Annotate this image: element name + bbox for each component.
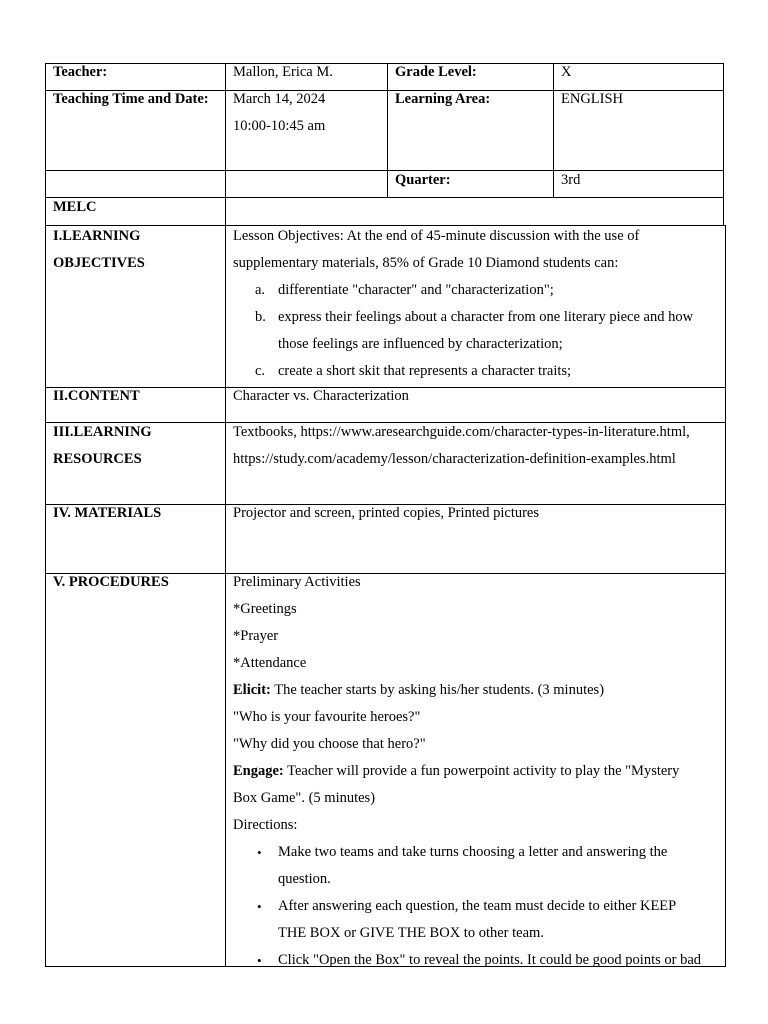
elicit-text: The teacher starts by asking his/her students. (3 minutes) bbox=[270, 682, 605, 698]
objectives-label bbox=[46, 223, 225, 277]
content-label: II.CONTENT bbox=[53, 388, 140, 404]
direction-item bbox=[233, 947, 725, 974]
direction-item bbox=[233, 893, 725, 920]
objective-text: those feelings are influenced by characterization; bbox=[278, 336, 563, 352]
objective-item-continued bbox=[233, 331, 725, 358]
engage-line-continued: Box Game". (5 minutes) bbox=[233, 790, 376, 806]
direction-text: Make two teams and take turns choosing a letter and answering the bbox=[278, 844, 668, 860]
learning-area-value: ENGLISH bbox=[561, 91, 624, 107]
bullet-icon: • bbox=[257, 953, 262, 968]
attendance: *Attendance bbox=[233, 655, 307, 671]
grade-level-value: X bbox=[561, 64, 572, 80]
greetings: *Greetings bbox=[233, 601, 297, 617]
direction-text: THE BOX or GIVE THE BOX to other team. bbox=[278, 925, 544, 941]
materials-label: IV. MATERIALS bbox=[53, 505, 162, 521]
objective-text: differentiate "character" and "characterization"; bbox=[278, 282, 554, 298]
resources-content bbox=[226, 419, 725, 473]
direction-item-continued bbox=[233, 866, 725, 893]
teaching-date: March 14, 2024 bbox=[233, 91, 326, 107]
teaching-time-label: Teaching Time and Date: bbox=[53, 91, 209, 107]
list-marker: b. bbox=[255, 309, 266, 325]
objectives-label-line: OBJECTIVES bbox=[53, 255, 145, 271]
objective-item bbox=[233, 304, 725, 331]
learning-area-label: Learning Area: bbox=[395, 91, 491, 107]
content-value: Character vs. Characterization bbox=[233, 388, 409, 404]
direction-text: After answering each question, the team must decide to either KEEP bbox=[278, 898, 677, 914]
list-marker: c. bbox=[255, 363, 266, 379]
objective-item bbox=[233, 358, 725, 385]
direction-text: question. bbox=[278, 871, 331, 887]
teacher-label: Teacher: bbox=[53, 64, 108, 80]
list-marker: a. bbox=[255, 282, 266, 298]
direction-item bbox=[233, 839, 725, 866]
question-2: "Why did you choose that hero?" bbox=[233, 736, 426, 752]
objectives-intro: Lesson Objectives: At the end of 45-minute discussion with the use of bbox=[233, 228, 640, 244]
melc-label: MELC bbox=[53, 199, 97, 215]
objective-item bbox=[233, 277, 725, 304]
elicit-label: Elicit: bbox=[233, 682, 271, 698]
objective-text: express their feelings about a character from one literary piece and how bbox=[278, 309, 694, 325]
table-border-right bbox=[723, 63, 724, 226]
direction-text: Click "Open the Box" to reveal the points. It could be good points or bad bbox=[278, 952, 701, 968]
engage-label: Engage: bbox=[233, 763, 284, 779]
teacher-value: Mallon, Erica M. bbox=[233, 64, 333, 80]
procedures-label: V. PROCEDURES bbox=[53, 574, 169, 590]
prayer: *Prayer bbox=[233, 628, 279, 644]
grade-level-label: Grade Level: bbox=[395, 64, 477, 80]
resources-label bbox=[46, 419, 225, 473]
objective-text: create a short skit that represents a character traits; bbox=[278, 363, 572, 379]
preliminary-activities: Preliminary Activities bbox=[233, 574, 361, 590]
objectives-intro: supplementary materials, 85% of Grade 10 Diamond students can: bbox=[233, 255, 619, 271]
direction-item-continued bbox=[233, 920, 725, 947]
resources-label-line: RESOURCES bbox=[53, 451, 142, 467]
quarter-label: Quarter: bbox=[395, 172, 451, 188]
teaching-date-time bbox=[226, 86, 387, 140]
engage-line bbox=[233, 758, 725, 785]
teaching-time: 10:00-10:45 am bbox=[233, 118, 326, 134]
resource-line: Textbooks, https://www.aresearchguide.com/character-types-in-literature.html, bbox=[233, 424, 690, 440]
bullet-icon: • bbox=[257, 899, 262, 914]
quarter-value: 3rd bbox=[561, 172, 581, 188]
table-border-right bbox=[725, 225, 726, 967]
elicit-line bbox=[233, 677, 725, 704]
bullet-icon: • bbox=[257, 845, 262, 860]
engage-text: Teacher will provide a fun powerpoint activity to play the "Mystery bbox=[283, 763, 680, 779]
materials-value: Projector and screen, printed copies, Printed pictures bbox=[233, 505, 540, 521]
resource-line: https://study.com/academy/lesson/characterization-definition-examples.html bbox=[233, 451, 676, 467]
objectives-label-line: I.LEARNING bbox=[53, 228, 141, 244]
resources-label-line: III.LEARNING bbox=[53, 424, 152, 440]
objectives-content bbox=[226, 223, 725, 385]
directions-label: Directions: bbox=[233, 817, 298, 833]
question-1: "Who is your favourite heroes?" bbox=[233, 709, 421, 725]
procedures-content bbox=[226, 569, 725, 974]
